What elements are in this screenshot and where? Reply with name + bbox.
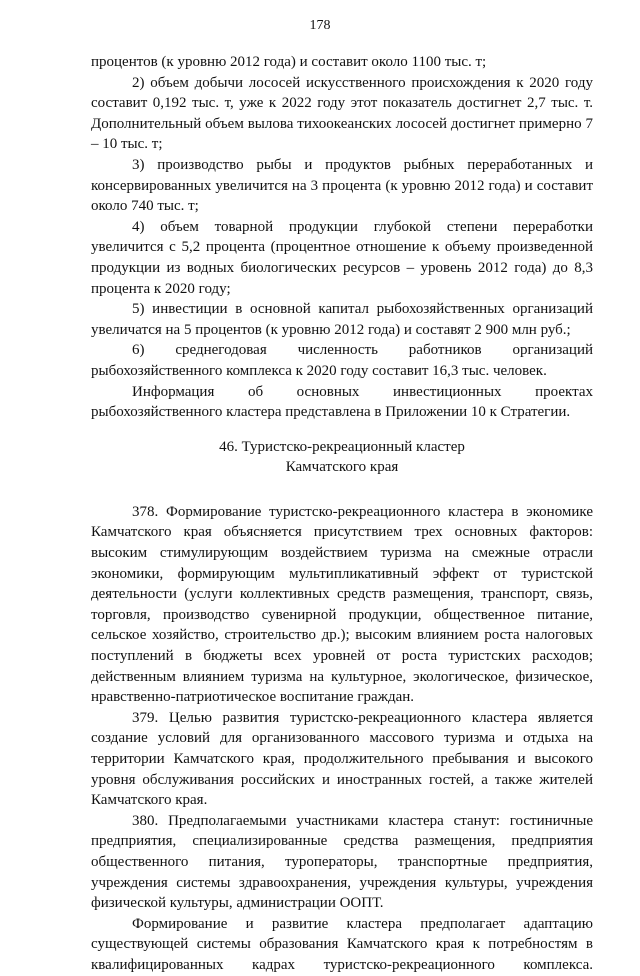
paragraph-cluster-formation: Формирование и развитие кластера предполагает адаптацию существующей системы образования Камчатского края к потребностям в квалифицированных кадрах туристско-рекреационного комплекса.: [91, 915, 593, 973]
page-number: 178: [309, 18, 331, 33]
section-heading: [91, 437, 593, 478]
list-item-2: 2) объем добычи лососей искусственного происхождения к 2020 году составит 0,192 тыс. т, уже к 2022 году этот показатель достигнет 2,7 тыс. т. Дополнительный объем вылова тихоокеанских лососей достигнет примерно 7 – 10 тыс. т;: [91, 74, 593, 153]
list-item-3: 3) производство рыбы и продуктов рыбных переработанных и консервированных увеличится на 3 процента (к уровню 2012 года) и составит около 740 тыс. т;: [91, 156, 593, 215]
list-item-6: 6) среднегодовая численность работников организаций рыбохозяйственного комплекса к 2020 году составит 16,3 тыс. человек.: [91, 342, 593, 379]
list-item-4: 4) объем товарной продукции глубокой степени переработки увеличится с 5,2 процента (процентное отношение к объему произведенной продукции из водных биологических ресурсов – уровень 2012 года) до 8,3 процента к 2020 году;: [91, 218, 593, 297]
paragraph-379: 379. Целью развития туристско-рекреационного кластера является создание условий для организованного массового туризма и отдыха на территории Камчатского края, продолжительного пребывания и высокого уровня обслуживания российских и иностранных гостей, а также жителей Камчатского края.: [91, 709, 593, 809]
list-item-5: 5) инвестиции в основной капитал рыбохозяйственных организаций увеличатся на 5 процентов (к уровню 2012 года) и составят 2 900 млн руб.;: [91, 301, 593, 338]
section-heading-line1: 46. Туристско-рекреационный кластер: [219, 438, 465, 455]
paragraph-380: 380. Предполагаемыми участниками кластера станут: гостиничные предприятия, специализированные средства размещения, предприятия общественного питания, туроператоры, транспортные предприятия, учреждения системы здравоохранения, учреждения культуры, учреждения физической культуры, администрации ООПТ.: [91, 812, 593, 912]
page-body: [91, 52, 593, 976]
paragraph-378: 378. Формирование туристско-рекреационного кластера в экономике Камчатского края объясняется присутствием трех основных факторов: высоким стимулирующим воздействием туризма на смежные отрасли экономики, формирующим мультипликативный эффект от туристской деятельности (услуги коллективных средств размещения, транспорт, связь, торговля, производство сувенирной продукции, общественное питание, сельское хозяйство, строительство др.); высоким влиянием роста налоговых поступлений в бюджеты всех уровней от роста туристских расходов; действенным влиянием туризма на культурное, экологическое, физическое, нравственно-патриотическое воспитание граждан.: [91, 503, 593, 706]
paragraph-continuation: процентов (к уровню 2012 года) и составит около 1100 тыс. т;: [91, 54, 487, 70]
paragraph-info: Информация об основных инвестиционных проектах рыбохозяйственного кластера представлена в Приложении 10 к Стратегии.: [91, 383, 593, 421]
section-heading-line2: Камчатского края: [285, 459, 399, 476]
